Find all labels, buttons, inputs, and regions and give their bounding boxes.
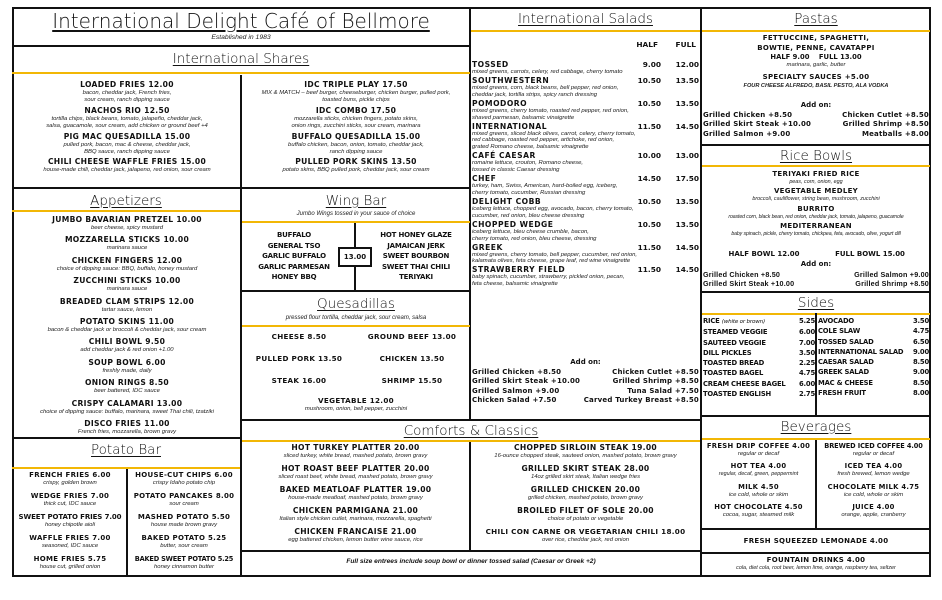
menu-item: WAFFLE FRIES 7.00 seasoned, IDC sauce — [29, 533, 111, 549]
menu-item: IDC COMBO 17.50 mozzarella sticks, chicken fingers, potato skins, onion rings, zucchini sticks, sour cream, marinara — [291, 105, 421, 130]
side-item: DILL PICKLES 3.50 — [703, 348, 815, 357]
menu-item: MILK 4.50 ice cold, whole or skim — [728, 482, 789, 498]
menu-item: CHICKEN FINGERS 12.00 choice of dipping sauce: BBQ, buffalo, honey mustard — [56, 255, 198, 272]
addon-row: Grilled Salmon +9.00 Tuna Salad +7.50 — [472, 386, 699, 395]
menu-item: CHOPPED SIRLOIN STEAK 19.00 16-ounce chopped steak, sauteed onion, mashed potato, brown gravy — [494, 443, 677, 459]
side-item: FRESH FRUIT 8.00 — [818, 389, 929, 398]
quesadillas-title: Quesadillas — [317, 296, 395, 312]
salad-item: SOUTHWESTERN 10.50 13.50 mixed greens, corn, black beans, bell pepper, red onion, cheddar jack, tortilla strips, spicy ranch dressing — [472, 75, 699, 98]
menu-item: BREWED ICED COFFEE 4.00 regular or decaf — [824, 442, 923, 457]
menu-item: HOT CHOCOLATE 4.50 cocoa, sugar, steamed milk — [714, 503, 803, 519]
appetizers-title: Appetizers — [90, 193, 162, 209]
pasta-prices: HALF 9.00 FULL 13.00 — [770, 53, 862, 62]
menu-item: GRILLED CHICKEN 20.00 grilled chicken, mashed potato, brown gravy — [528, 484, 643, 501]
divider — [240, 419, 701, 421]
menu-item: BROILED FILET OF SOLE 20.00 choice of potato or vegetable — [517, 505, 654, 522]
pasta-shapes: FETTUCCINE, SPAGHETTI, BOWTIE, PENNE, CAVATAPPI HALF 9.00 FULL 13.00 marinara, garlic, butter SPECIALTY SAUCES +5.00 FOUR CHEESE ALFREDO, BASIL PESTO, ALA VODKA — [702, 34, 930, 90]
shares-right-list — [243, 80, 469, 175]
salad-item: INTERNATIONAL 11.50 14.50 mixed greens, sliced black olives, carrot, celery, cherry tomato, red cabbage, roasted red pepper, artichoke, red onion, grated Romano cheese, balsamic vinaigrette — [472, 121, 699, 151]
accent-line — [12, 210, 240, 212]
beverages-title: Beverages — [780, 419, 852, 435]
addon-row: Grilled Chicken +8.50 Chicken Cutlet +8.50 — [703, 111, 929, 119]
side-item: TOASTED BAGEL 4.75 — [703, 369, 815, 378]
salad-item: TOSSED 9.00 12.00 mixed greens, carrots, celery, red cabbage, cherry tomato — [472, 60, 699, 75]
wing-price-badge: 13.00 — [338, 247, 372, 267]
menu-item: HOT TEA 4.00 regular, decaf, green, peppermint — [718, 462, 799, 478]
established-text: Established in 1983 — [211, 34, 271, 41]
menu-item: CHICKEN 13.50 — [379, 354, 445, 363]
menu-item: WEDGE FRIES 7.00 thick cut, IDC sauce — [30, 491, 110, 507]
addon-row: Grilled Chicken +8.50 Grilled Salmon +9.00 — [703, 270, 929, 279]
menu-item: ICED TEA 4.00 fresh brewed, lemon wedge — [837, 462, 910, 478]
menu-item: JUMBO BAVARIAN PRETZEL 10.00 beer cheese, spicy mustard — [52, 215, 202, 231]
quesadillas-subtitle: pressed flour tortilla, cheddar jack, sour cream, salsa — [285, 315, 427, 321]
side-item: GREEK SALAD 9.00 — [818, 368, 929, 377]
salads-column-headers: HALF FULL — [636, 40, 696, 49]
menu-item: BUFFALO QUESADILLA 15.00 buffalo chicken, bacon, onion, tomato, cheddar jack, ranch dipping sauce — [288, 131, 424, 156]
divider — [12, 437, 242, 439]
side-item: RICE (white or brown) 5.25 — [703, 317, 815, 325]
menu-item: HOT ROAST BEEF PLATTER 20.00 sliced roast beef, white bread, mashed potato, brown gravy — [278, 463, 433, 480]
salad-item: CAFÉ CAESAR 10.00 13.00 romaine lettuce, crouton, Romano cheese, tossed in classic Caesar dressing — [472, 151, 699, 174]
menu-item: PIG MAC QUESADILLA 15.00 pulled pork, bacon, mac & cheese, cheddar jack, BBQ sauce, ranch dipping sauce — [63, 131, 191, 156]
menu-item: PULLED PORK SKINS 13.50 potato skins, BBQ pulled pork, cheddar jack, sour cream — [282, 157, 430, 174]
menu-item: ONION RINGS 8.50 beer battered, IDC sauce — [84, 378, 169, 395]
divider — [700, 552, 931, 554]
accent-line — [242, 440, 700, 442]
accent-line — [242, 325, 470, 327]
comforts-right — [471, 443, 700, 544]
menu-item: SOUP BOWL 6.00 freshly made, daily — [88, 357, 166, 374]
side-item: AVOCADO 3.50 — [818, 317, 929, 325]
side-item: STEAMED VEGGIE 6.00 — [703, 328, 815, 337]
menu-item: BAKED SWEET POTATO 5.25 honey cinnamon butter — [134, 554, 234, 570]
side-item: TOASTED ENGLISH 2.75 — [703, 390, 815, 399]
salad-item: DELIGHT COBB 10.50 13.50 iceberg lettuce, chopped egg, avocado, bacon, cherry tomato, cucumber, red onion, bleu cheese dressing — [472, 196, 699, 219]
shares-title: International Shares — [172, 51, 310, 67]
rice-addon-title: Add on: — [800, 260, 832, 268]
side-item: INTERNATIONAL SALAD 9.00 — [818, 347, 929, 356]
salad-addons — [472, 368, 699, 406]
menu-item: MOZZARELLA STICKS 10.00 marinara sauce — [64, 235, 190, 252]
wing-sauces-left: BUFFALO GENERAL TSO GARLIC BUFFALO GARLIC PARMESAN HONEY BBQ — [258, 231, 330, 282]
addon-row: Grilled Skirt Steak +10.00 Grilled Shrimp +8.50 — [703, 120, 929, 129]
menu-item: JUICE 4.00 orange, apple, cranberry — [841, 503, 906, 519]
side-item: COLE SLAW 4.75 — [818, 327, 929, 336]
accent-line — [242, 221, 470, 223]
restaurant-title: International Delight Café of Bellmore — [52, 9, 430, 33]
wing-sauces-right: HOT HONEY GLAZE JAMAICAN JERK SWEET BOURBON SWEET THAI CHILI TERIYAKI — [380, 231, 452, 282]
divider — [700, 415, 931, 417]
menu-item: CHILI BOWL 9.50 add cheddar jack & red onion +1.00 — [80, 337, 174, 354]
addon-row: Grilled Skirt Steak +10.00 Grilled Shrimp +8.50 — [472, 377, 699, 386]
divider — [240, 290, 470, 292]
entree-footnote: Full size entrees include soup bowl or dinner tossed salad (Caesar or Greek +2) — [346, 558, 596, 565]
rice-addons — [703, 270, 929, 289]
menu-item: CHICKEN FRANCAISE 21.00 egg battered chicken, lemon butter wine sauce, rice — [288, 526, 423, 543]
divider — [700, 144, 931, 146]
salad-item: STRAWBERRY FIELD 11.50 14.50 baby spinach, cucumber, strawberry, pickled onion, pecan, feta cheese, balsamic vinaigrette — [472, 265, 699, 288]
menu-item: STEAK 16.00 — [271, 376, 327, 385]
sides-title: Sides — [797, 295, 835, 311]
potato-bar-right — [128, 470, 240, 571]
menu-item: TERIYAKI FRIED RICE peas, corn, onion, egg — [772, 170, 860, 185]
salad-item: CHEF 14.50 17.50 turkey, ham, Swiss, American, hard-boiled egg, iceberg, cherry tomato, cucumber, Russian dressing — [472, 174, 699, 196]
salad-item: GREEK 11.50 14.50 mixed greens, cherry tomato, bell pepper, cucumber, red onion, kalamata olives, feta cheese, grape leaf, red wine vinaigrette — [472, 242, 699, 265]
addon-row: Grilled Salmon +9.00 Meatballs +8.00 — [703, 129, 929, 138]
pasta-addons — [703, 111, 929, 139]
rice-full-bowl: FULL BOWL 15.00 — [835, 250, 905, 258]
salad-item: CHOPPED WEDGE 10.50 13.50 iceberg lettuce, bleu cheese crumble, bacon, cherry tomato, red onion, bleu cheese, dressing — [472, 219, 699, 242]
divider — [240, 550, 701, 552]
salads-title: International Salads — [518, 11, 653, 27]
salad-addon-title: Add on: — [570, 358, 601, 366]
pasta-addon-title: Add on: — [800, 101, 832, 109]
menu-item: POTATO PANCAKES 8.00 sour cream — [133, 491, 235, 507]
side-item: TOSSED SALAD 6.50 — [818, 337, 929, 346]
menu-item: ZUCCHINI STICKS 10.00 marinara sauce — [73, 276, 181, 293]
side-item: CREAM CHEESE BAGEL 6.00 — [703, 379, 815, 388]
fountain-drinks-item: FOUNTAIN DRINKS 4.00 cola, diet cola, root beer, lemon lime, orange, raspberry tea, seltzer — [736, 556, 896, 571]
sides-left — [703, 316, 815, 399]
menu-item: PULLED PORK 13.50 — [255, 354, 343, 363]
menu-item: NACHOS RIO 12.50 tortilla chips, black beans, tomato, jalapeño, cheddar jack, salsa, guacamole, sour cream, add chicken or ground beef +4 — [46, 105, 208, 130]
divider — [240, 75, 242, 188]
menu-item: BURRITO roasted corn, black bean, red onion, cheddar jack, tomato, jalapeno, guacamole — [728, 204, 904, 220]
menu-item: CHICKEN PARMIGANA 21.00 Italian style chicken cutlet, marinara, mozzarella, spaghetti — [279, 505, 432, 522]
shares-left-list — [14, 80, 240, 175]
accent-line — [471, 30, 700, 32]
menu-item: CHEESE 8.50 — [271, 332, 327, 341]
addon-row: Chicken Salad +7.50 Carved Turkey Breast +8.50 — [472, 396, 699, 405]
menu-item: MASHED POTATO 5.50 house made brown gravy — [137, 512, 231, 528]
beverages-left — [702, 441, 815, 520]
accent-line — [12, 72, 470, 74]
wing-bar-subtitle: Jumbo Wings tossed in your sauce of choice — [296, 211, 416, 217]
menu-item: HOT TURKEY PLATTER 20.00 sliced turkey, white bread, mashed potato, brown gravy — [283, 443, 428, 459]
menu-item: GROUND BEEF 13.00 — [367, 332, 457, 341]
sides-right — [818, 316, 929, 398]
pastas-title: Pastas — [794, 11, 838, 27]
rice-bowls-list — [702, 169, 930, 239]
divider — [700, 291, 931, 293]
comforts-left — [242, 443, 469, 544]
menu-item: BREADED CLAM STRIPS 12.00 tartar sauce, lemon — [59, 296, 195, 313]
menu-item: IDC TRIPLE PLAY 17.50 MIX & MATCH – beef burger, cheeseburger, chicken burger, pulled pork, toasted buns, pickle chips — [261, 80, 451, 104]
menu-item: CRISPY CALAMARI 13.00 choice of dipping sauce: buffalo, marinara, sweet Thai chili, tzatziki — [40, 398, 214, 415]
side-item: MAC & CHEESE 8.50 — [818, 378, 929, 387]
side-item: SAUTEED VEGGIE 7.00 — [703, 338, 815, 347]
menu-item: FRESH DRIP COFFEE 4.00 regular or decaf — [706, 442, 811, 457]
wing-bar-title: Wing Bar — [325, 193, 387, 209]
menu-item: CHILI CHEESE WAFFLE FRIES 15.00 house-made chili, cheddar jack, jalapeno, red onion, sour cream — [43, 157, 211, 174]
comforts-title: Comforts & Classics — [403, 423, 539, 439]
menu-item: HOME FRIES 5.75 house cut, grilled onion — [33, 554, 107, 570]
divider — [815, 313, 817, 416]
potato-bar-title: Potato Bar — [91, 442, 161, 458]
salads-list — [472, 60, 699, 288]
rice-bowls-title: Rice Bowls — [779, 148, 853, 164]
menu-item: CHOCOLATE MILK 4.75 ice cold, whole or skim — [827, 482, 920, 498]
menu-item: BAKED MEATLOAF PLATTER 19.00 house-made meatloaf, mashed potato, brown gravy — [279, 484, 432, 501]
salad-item: POMODORO 10.50 13.50 mixed greens, cherry tomato, roasted red pepper, red onion, shaved parmesan, balsamic vinaigrette — [472, 98, 699, 121]
menu-item: MEDITERRANEAN baby spinach, pickle, cherry tomato, chickpea, feta, avocado, olive, yogurt dill — [731, 222, 901, 238]
menu-item: POTATO SKINS 11.00 bacon & cheddar jack or broccoli & cheddar jack, sour cream — [47, 317, 207, 334]
addon-row: Grilled Chicken +8.50 Chicken Cutlet +8.50 — [472, 368, 699, 376]
lemonade-item: FRESH SQUEEZED LEMONADE 4.00 — [743, 537, 889, 545]
menu-item: VEGETABLE MEDLEY broccoli, cauliflower, string bean, mushroom, zucchini — [752, 187, 880, 203]
menu-item: LOADED FRIES 12.00 bacon, cheddar jack, French fries, sour cream, ranch dipping sauce — [80, 80, 174, 104]
appetizers-list — [14, 215, 240, 436]
accent-line — [702, 165, 930, 167]
potato-bar-left — [14, 470, 126, 571]
side-item: TOASTED BREAD 2.25 — [703, 359, 815, 368]
menu-item: SHRIMP 15.50 — [381, 376, 443, 385]
menu-item: HOUSE-CUT CHIPS 6.00 crispy Idaho potato chip — [135, 471, 233, 486]
accent-line — [702, 30, 930, 32]
divider — [12, 45, 470, 47]
menu-item: DISCO FRIES 11.00 French fries, mozzarella, brown gravy — [77, 419, 177, 436]
menu-item: VEGETABLE 12.00 mushroom, onion, bell pepper, zucchini — [304, 396, 408, 412]
beverages-right — [817, 441, 930, 520]
divider — [12, 187, 470, 189]
menu-item: FRENCH FRIES 6.00 crispy, golden brown — [29, 471, 111, 486]
menu-item: BAKED POTATO 5.25 butter, sour cream — [141, 533, 227, 549]
side-item: CAESAR SALAD 8.50 — [818, 358, 929, 367]
divider — [700, 528, 931, 530]
menu-item: GRILLED SKIRT STEAK 28.00 14oz grilled skirt steak, Italian wedge fries — [521, 463, 650, 480]
rice-half-bowl: HALF BOWL 12.00 — [728, 250, 800, 258]
menu-item: SWEET POTATO FRIES 7.00 honey chipotle aioli — [18, 512, 122, 528]
addon-row: Grilled Skirt Steak +10.00 Grilled Shrimp +8.50 — [703, 279, 929, 289]
menu-item: CHILI CON CARNE OR VEGETARIAN CHILI 18.00 over rice, cheddar jack, red onion — [485, 526, 686, 543]
